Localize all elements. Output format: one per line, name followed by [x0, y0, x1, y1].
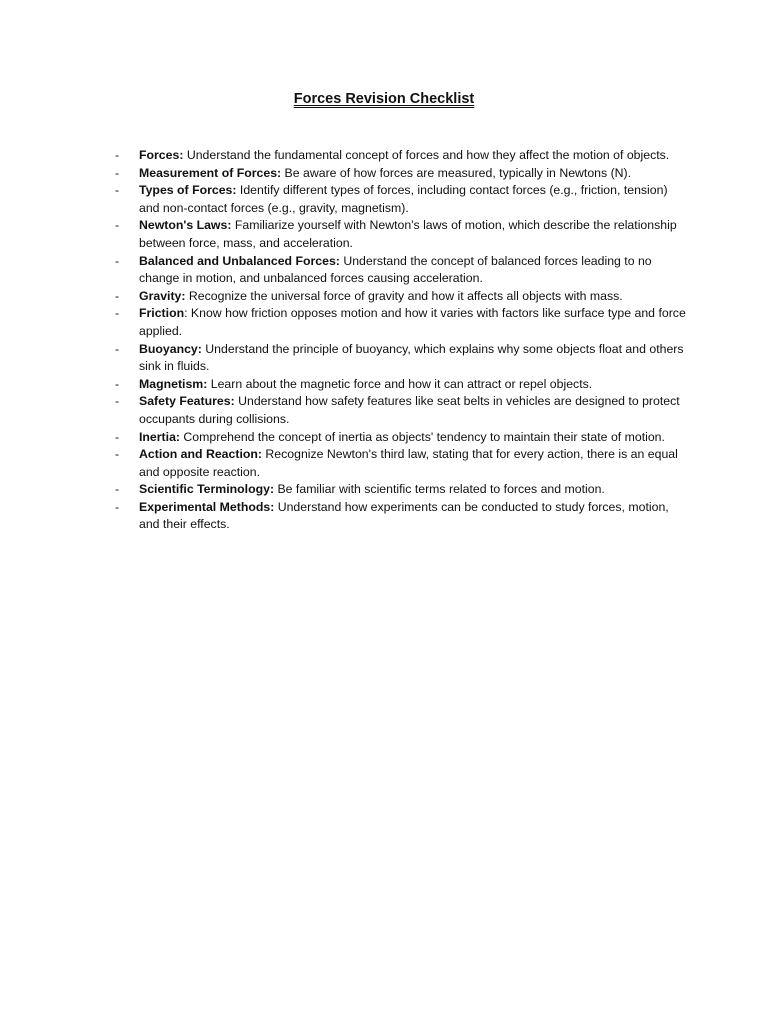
- item-description: Identify different types of forces, including contact forces (e.g., friction, tension) and non-contact forces (e.g., gravity, magnetism).: [139, 183, 668, 215]
- item-description: Understand the fundamental concept of forces and how they affect the motion of objects.: [183, 148, 670, 162]
- checklist-item: [0, 165, 768, 183]
- dash-bullet: -: [115, 447, 120, 462]
- dash-bullet: -: [115, 482, 120, 497]
- item-term: Friction: [139, 306, 185, 321]
- checklist-item: [0, 376, 768, 394]
- item-term: Balanced and Unbalanced Forces:: [139, 253, 340, 268]
- item-description: Learn about the magnetic force and how it can attract or repel objects.: [207, 376, 593, 391]
- checklist-item: [0, 446, 768, 481]
- item-description: Understand the concept of balanced forces leading to no change in motion, and unbalanced forces causing acceleration.: [139, 253, 652, 286]
- checklist-item: [0, 481, 768, 499]
- checklist-item: [0, 288, 768, 306]
- item-term: Inertia:: [139, 429, 180, 444]
- item-description: Recognize the universal force of gravity and how it affects all objects with mass.: [185, 288, 623, 303]
- item-description: Be aware of how forces are measured, typically in Newtons (N).: [281, 165, 632, 180]
- checklist-item: [0, 499, 768, 534]
- item-term: Newton's Laws:: [139, 218, 232, 233]
- item-term: Gravity:: [139, 288, 186, 303]
- checklist-item: [0, 429, 768, 447]
- checklist-item: [0, 341, 768, 376]
- dash-bullet: -: [115, 288, 120, 303]
- dash-bullet: -: [115, 183, 120, 198]
- item-description: Comprehend the concept of inertia as objects' tendency to maintain their state of motion.: [180, 429, 665, 444]
- dash-bullet: -: [115, 499, 120, 514]
- dash-bullet: -: [115, 341, 120, 356]
- checklist-item: [0, 182, 768, 217]
- item-term: Types of Forces:: [139, 183, 237, 198]
- item-description: Familiarize yourself with Newton's laws of motion, which describe the relationship between force, mass, and acceleration.: [139, 218, 677, 250]
- item-term: Measurement of Forces:: [139, 165, 282, 180]
- checklist-item: [0, 253, 768, 288]
- checklist-item: [0, 305, 768, 340]
- document-title: Forces Revision Checklist: [293, 91, 475, 107]
- item-description: Understand how experiments can be conducted to study forces, motion, and their effects.: [139, 499, 669, 532]
- dash-bullet: -: [115, 394, 120, 409]
- item-term: Forces:: [139, 148, 184, 162]
- dash-bullet: -: [115, 376, 120, 391]
- dash-bullet: -: [115, 306, 120, 321]
- checklist: [0, 147, 768, 534]
- item-description: : Know how friction opposes motion and how it varies with factors like surface type and force applied.: [139, 306, 686, 338]
- item-term: Magnetism:: [139, 376, 208, 391]
- item-description: Understand the principle of buoyancy, which explains why some objects float and others sink in fluids.: [139, 341, 684, 374]
- dash-bullet: -: [115, 218, 120, 233]
- dash-bullet: -: [115, 165, 120, 180]
- item-term: Experimental Methods:: [139, 499, 275, 514]
- checklist-item: [0, 147, 768, 165]
- item-description: Understand how safety features like seat belts in vehicles are designed to protect occupants during collisions.: [139, 394, 680, 426]
- checklist-item: [0, 393, 768, 428]
- item-description: Be familiar with scientific terms related to forces and motion.: [274, 482, 605, 497]
- item-term: Safety Features:: [139, 394, 235, 409]
- item-term: Scientific Terminology:: [139, 482, 275, 497]
- checklist-item: [0, 217, 768, 252]
- dash-bullet: -: [115, 148, 120, 162]
- item-term: Action and Reaction:: [139, 447, 262, 462]
- dash-bullet: -: [115, 253, 120, 268]
- dash-bullet: -: [115, 429, 120, 444]
- item-description: Recognize Newton's third law, stating that for every action, there is an equal and opposite reaction.: [139, 447, 678, 479]
- item-term: Buoyancy:: [139, 341, 202, 356]
